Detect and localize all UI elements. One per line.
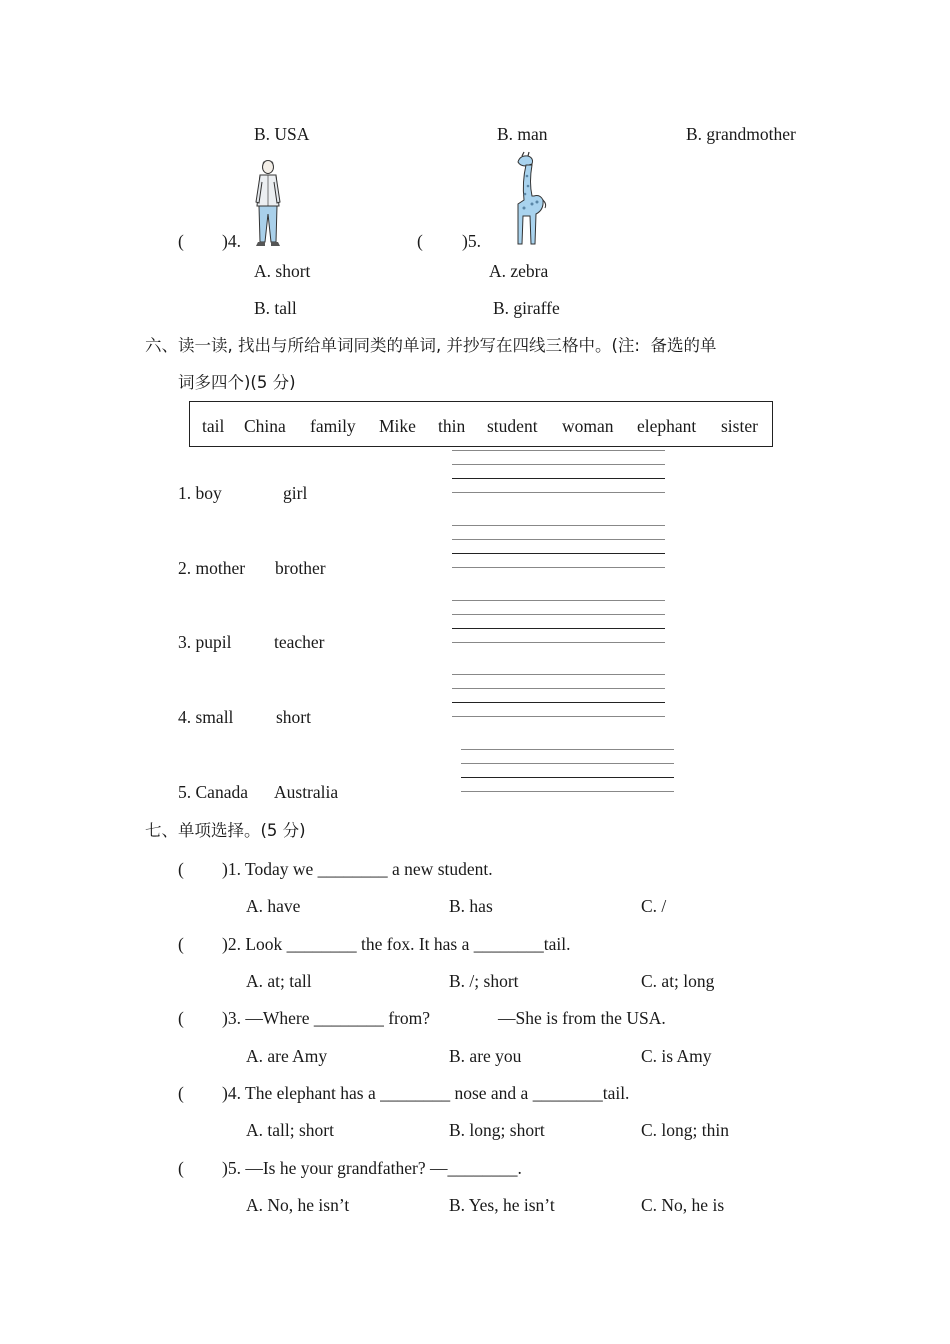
item1-right-word: girl — [283, 483, 308, 503]
mc-q3-stem: )3. —Where ________ from? — [222, 1008, 430, 1028]
word-bank-word: tail — [202, 416, 225, 436]
q4-option-b: B. tall — [254, 298, 297, 318]
word-bank-word: thin — [438, 416, 466, 436]
mc-q2-bracket[interactable]: ( — [178, 934, 184, 954]
mc-q4-stem: )4. The elephant has a ________ nose and a ________tail. — [222, 1083, 630, 1103]
item5-right-word: Australia — [274, 782, 339, 802]
mc-q3-option-a: A. are Amy — [246, 1046, 328, 1066]
mc-q1-stem: )1. Today we ________ a new student. — [222, 859, 493, 879]
word-bank-word: elephant — [637, 416, 697, 436]
mc-q2-option-b: B. /; short — [449, 971, 519, 991]
prev-option-b-man: B. man — [497, 124, 548, 144]
mc-q1-option-b: B. has — [449, 896, 493, 916]
word-bank-word: woman — [562, 416, 614, 436]
item3-right-word: teacher — [274, 632, 325, 652]
q5-option-a: A. zebra — [489, 261, 549, 281]
item4-right-word: short — [276, 707, 311, 727]
mc-q5-option-b: B. Yes, he isn’t — [449, 1195, 555, 1215]
mc-q4-bracket[interactable]: ( — [178, 1083, 184, 1103]
mc-q4-option-c: C. long; thin — [641, 1120, 729, 1140]
mc-q3-option-c: C. is Amy — [641, 1046, 712, 1066]
prev-option-b-grandmother: B. grandmother — [686, 124, 796, 144]
four-line-grid-2[interactable] — [452, 525, 665, 569]
section6-title: 六、读一读, 找出与所给单词同类的单词, 并抄写在四线三格中。(注: 备选的单 — [145, 336, 717, 355]
word-bank-word: family — [310, 416, 356, 436]
q4-option-a: A. short — [254, 261, 311, 281]
mc-q2-option-c: C. at; long — [641, 971, 715, 991]
item4-left-word: 4. small — [178, 707, 234, 727]
q5-answer-bracket[interactable]: ( — [417, 231, 423, 251]
item5-left-word: 5. Canada — [178, 782, 248, 802]
tall-boy-picture — [250, 158, 286, 248]
four-line-grid-3[interactable] — [452, 600, 665, 644]
mc-q3-bracket[interactable]: ( — [178, 1008, 184, 1028]
mc-q2-option-a: A. at; tall — [246, 971, 312, 991]
four-line-grid-5[interactable] — [461, 749, 674, 793]
item2-left-word: 2. mother — [178, 558, 246, 578]
mc-q4-option-b: B. long; short — [449, 1120, 545, 1140]
mc-q3-stem-reply: —She is from the USA. — [498, 1008, 666, 1028]
q4-number: )4. — [222, 231, 241, 251]
section6-title-cont: 词多四个)(5 分) — [178, 373, 296, 392]
item3-left-word: 3. pupil — [178, 632, 232, 652]
mc-q1-option-a: A. have — [246, 896, 301, 916]
word-bank-word: student — [487, 416, 538, 436]
word-bank-word: Mike — [379, 416, 416, 436]
mc-q1-option-c: C. / — [641, 896, 667, 916]
word-bank-box — [189, 401, 773, 447]
section7-title: 七、单项选择。(5 分) — [145, 821, 306, 840]
mc-q5-stem: )5. —Is he your grandfather? —________. — [222, 1158, 522, 1178]
mc-q5-bracket[interactable]: ( — [178, 1158, 184, 1178]
q5-number: )5. — [462, 231, 481, 251]
item2-right-word: brother — [275, 558, 326, 578]
word-bank-word: China — [244, 416, 286, 436]
q5-option-b: B. giraffe — [493, 298, 560, 318]
giraffe-picture — [510, 152, 550, 248]
q4-answer-bracket[interactable]: ( — [178, 231, 184, 251]
mc-q2-stem: )2. Look ________ the fox. It has a ________tail. — [222, 934, 571, 954]
mc-q1-bracket[interactable]: ( — [178, 859, 184, 879]
mc-q5-option-a: A. No, he isn’t — [246, 1195, 350, 1215]
four-line-grid-4[interactable] — [452, 674, 665, 718]
prev-option-b-usa: B. USA — [254, 124, 310, 144]
mc-q4-option-a: A. tall; short — [246, 1120, 334, 1140]
mc-q5-option-c: C. No, he is — [641, 1195, 725, 1215]
item1-left-word: 1. boy — [178, 483, 222, 503]
four-line-grid-1[interactable] — [452, 450, 665, 494]
word-bank-word: sister — [721, 416, 758, 436]
mc-q3-option-b: B. are you — [449, 1046, 522, 1066]
